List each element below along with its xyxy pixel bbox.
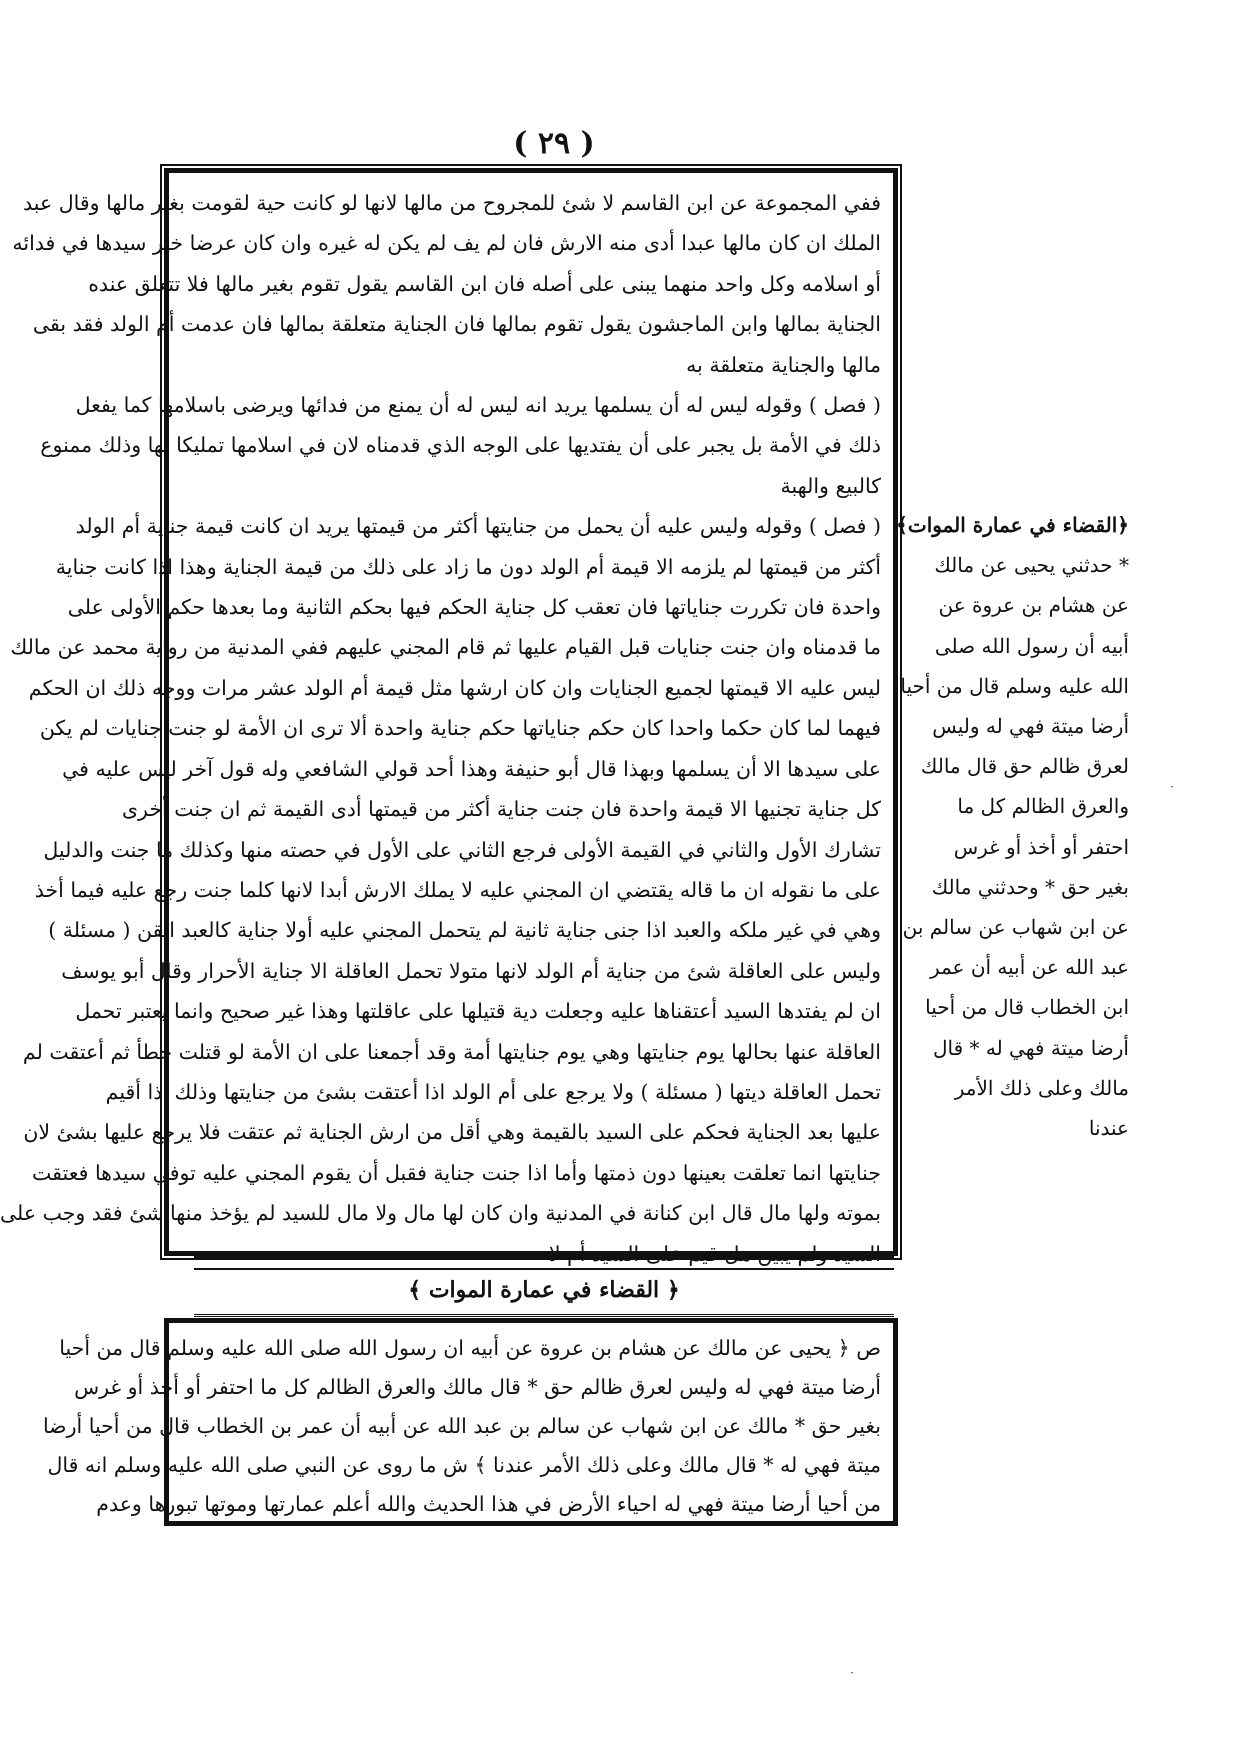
margin-line: * حدثني يحيى عن مالك bbox=[934, 553, 1129, 578]
lower-text-frame bbox=[42, 1318, 898, 1526]
margin-heading: ﴿القضاء في عمارة الموات﴾ bbox=[896, 513, 1129, 537]
margin-line: بغير حق * وحدثني مالك bbox=[931, 874, 1129, 899]
text-line: من أحيا أرضا ميتة فهي له احياء الأرض في هذا الحديث والله أعلم عمارتها وموتها تبورها وعدم bbox=[96, 1492, 881, 1516]
text-line: الجناية بمالها وابن الماجشون يقول تقوم بمالها فان الجناية متعلقة بمالها فان عدمت أم الولد فقد بقى bbox=[32, 312, 881, 337]
text-line: ما قدمناه وان جنت جنايات قبل القيام عليها ثم قام المجني عليهم ففي المدنية من رواية محمد عن مالك bbox=[10, 635, 881, 660]
margin-line: احتفر أو أخذ أو غرس bbox=[953, 834, 1129, 859]
paragraph-2 bbox=[40, 385, 881, 506]
margin-line: أبيه أن رسول الله صلى bbox=[934, 633, 1129, 658]
paragraph-1 bbox=[12, 183, 881, 385]
text-line: ( فصل ) وقوله وليس عليه أن يحمل من جنايتها أكثر من قيمتها يريد ان كانت قيمة جناية أم الولد bbox=[75, 514, 881, 539]
commentary-frame bbox=[0, 168, 898, 1266]
text-line: أكثر من قيمتها لم يلزمه الا قيمة أم الولد دون ما زاد على ذلك من قيمة الجناية وهذا اذا كانت جناية bbox=[55, 554, 881, 579]
text-line: ص ﴿ يحيى عن مالك عن هشام بن عروة عن أبيه ان رسول الله صلى الله عليه وسلم قال من أحيا bbox=[59, 1336, 881, 1360]
text-line: بغير حق * مالك عن ابن شهاب عن سالم بن عبد الله عن أبيه أن عمر بن الخطاب قال من أحيا أرضا bbox=[42, 1414, 881, 1438]
page-number: ( ٢٩ ) bbox=[513, 126, 595, 161]
margin-line: أرضا ميتة فهي له وليس bbox=[932, 714, 1129, 739]
margin-line: عن ابن شهاب عن سالم بن bbox=[902, 915, 1129, 940]
margin-line: عن هشام بن عروة عن bbox=[938, 593, 1129, 618]
margin-line: عبد الله عن أبيه أن عمر bbox=[929, 955, 1129, 980]
text-line: أو اسلامه وكل واحد منهما يبنى على أصله فان ابن القاسم يقول تقوم بغير مالها فلا تتعلق عنده bbox=[88, 271, 881, 296]
text-line: ذلك في الأمة بل يجبر على أن يفتديها على الوجه الذي قدمناه لان في اسلامها تمليكا لها وذلك ممنوع bbox=[40, 433, 881, 458]
text-line: ففي المجموعة عن ابن القاسم لا شئ للمجروح من مالها لانها لو كانت حية لقومت بغير مالها وقال عبد bbox=[23, 191, 881, 215]
margin-line: لعرق ظالم حق قال مالك bbox=[920, 754, 1129, 779]
text-line: أرضا ميتة فهي له وليس لعرق ظالم حق * قال مالك والعرق الظالم كل ما احتفر أو أخذ أو غرس bbox=[74, 1375, 881, 1399]
paragraph-3 bbox=[0, 506, 881, 1274]
section-title: ﴿ القضاء في عمارة الموات ﴾ bbox=[194, 1266, 894, 1317]
text-line: كل جناية تجنيها الا قيمة واحدة فان جنت جناية أكثر من قيمتها أدى القيمة ثم ان جنت أخرى bbox=[121, 797, 881, 822]
text-line: ليس عليه الا قيمتها لجميع الجنايات وان كان ارشها مثل قيمة أم الولد عشر مرات ووجه ذلك ان الحكم bbox=[28, 675, 881, 700]
scan-speck: · bbox=[1170, 780, 1174, 794]
text-line: على سيدها الا أن يسلمها وبهذا قال أبو حنيفة وهذا أحد قولي الشافعي وله قول آخر ليس عليه في bbox=[62, 756, 881, 781]
text-line: على ما نقوله ان ما قاله يقتضي ان المجني عليه لا يملك الارش أبدا لانها كلما جنت رجع عليه فيما أخذ bbox=[34, 877, 881, 902]
margin-line: والعرق الظالم كل ما bbox=[957, 794, 1129, 819]
margin-line: أرضا ميتة فهي له * قال bbox=[932, 1035, 1129, 1060]
margin-line: الله عليه وسلم قال من أحيا bbox=[900, 673, 1129, 698]
text-line: عليها بعد الجناية فحكم على السيد بالقيمة وهي أقل من ارش الجناية ثم عتقت فلا يرجع عليها بشئ لان bbox=[23, 1120, 881, 1145]
margin-line: ابن الخطاب قال من أحيا bbox=[925, 995, 1129, 1020]
text-line: فيهما لما كان حكما واحدا كان حكم جناياتها حكم جناية واحدة ألا ترى ان الأمة لو جنت جنايات لم يكن bbox=[39, 716, 881, 741]
text-line: العاقلة عنها بحالها يوم جنايتها وهي يوم جنايتها أمة وقد أجمعنا على ان الأمة لو قتلت خطأ ثم أعتقت لم bbox=[22, 1039, 881, 1064]
text-line: السيد ولم يبين هل قيم على السيد أم لا bbox=[548, 1241, 881, 1266]
lower-paragraph bbox=[42, 1329, 881, 1524]
text-line: وليس على العاقلة شئ من جناية أم الولد لانها متولا تحمل العاقلة الا جناية الأحرار وقال أبو يوسف bbox=[61, 958, 881, 983]
text-line: جنايتها انما تعلقت بعينها دون ذمتها وأما اذا جنت جناية فقبل أن يقوم المجني عليه توفي سيدها فعتقت bbox=[32, 1160, 881, 1185]
text-line: بموته ولها مال قال ابن كنانة في المدنية وان كان لها مال ولا مال للسيد لم يؤخذ منها شئ فقد وجب على bbox=[0, 1201, 881, 1226]
margin-line: مالك وعلى ذلك الأمر bbox=[954, 1075, 1129, 1100]
text-line: كالبيع والهبة bbox=[780, 473, 881, 498]
scan-speck: · bbox=[850, 1666, 854, 1680]
text-line: الملك ان كان مالها عبدا أدى منه الارش فان لم يف لم يكن له غيره وان كان عرضا خير سيدها في فدائه bbox=[12, 231, 881, 256]
text-line: ( فصل ) وقوله ليس له أن يسلمها يريد انه ليس له أن يمنع من فدائها ويرضى باسلامها كما يفعل bbox=[75, 393, 881, 418]
text-line: تشارك الأول والثاني في القيمة الأولى فرجع الثاني على الأول في حصته منها وكذلك ما جنت والدليل bbox=[43, 837, 881, 862]
text-line: وهي في غير ملكه والعبد اذا جنى جناية ثانية لم يتحمل المجني عليه أولا جناية كالعبد القن ( مسئلة ) bbox=[48, 918, 881, 943]
text-line: ان لم يفتدها السيد أعتقناها عليه وجعلت دية قتيلها على عاقلتها وهذا غير صحيح وانما يعتبر تحمل bbox=[75, 999, 881, 1024]
text-line: واحدة فان تكررت جناياتها فان تعقب كل جناية الحكم فيها بحكم الثانية وما بعدها حكم الأولى على bbox=[67, 595, 881, 620]
margin-line: عندنا bbox=[1088, 1116, 1129, 1141]
text-line: تحمل العاقلة ديتها ( مسئلة ) ولا يرجع على أم الولد اذا أعتقت بشئ من جنايتها وذلك اذا أقيم bbox=[105, 1079, 881, 1104]
margin-hadith-text bbox=[896, 505, 1129, 1148]
text-line: ميتة فهي له * قال مالك وعلى ذلك الأمر عندنا ﴾ ش ما روى عن النبي صلى الله عليه وسلم انه قال bbox=[47, 1453, 881, 1477]
text-line: مالها والجناية متعلقة به bbox=[686, 352, 881, 377]
